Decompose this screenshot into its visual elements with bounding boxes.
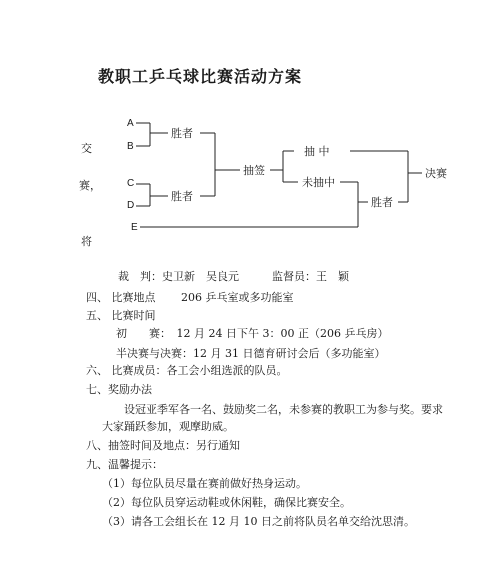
page-title: 教职工乒乓球比赛活动方案 <box>98 67 303 86</box>
seed-b: B <box>127 141 134 152</box>
tip-1: （1）每位队员尽量在赛前做好热身运动。 <box>102 477 307 490</box>
not-drawn-label: 未抽中 <box>302 176 335 189</box>
draw-box: 抽签 <box>243 164 265 177</box>
tips-heading: 九、温馨提示： <box>86 458 163 471</box>
winner-ab: 胜者 <box>171 127 193 140</box>
winner-cd: 胜者 <box>171 190 193 203</box>
draw-line: 八、抽签时间及地点：另行通知 <box>86 439 240 452</box>
seed-a: A <box>127 118 134 129</box>
tip-2: （2）每位队员穿运动鞋或休闲鞋，确保比赛安全。 <box>102 496 351 509</box>
referee-line: 裁 判：史卫新 吴良元 监督员：王 颖 <box>118 270 349 283</box>
side-char-2: 赛， <box>79 179 101 192</box>
awards-heading: 七、奖励办法 <box>86 383 152 396</box>
tip-3: （3）请各工会组长在 12 月 10 日之前将队员名单交给沈思清。 <box>102 515 415 528</box>
seed-e: E <box>131 222 138 233</box>
awards-text-1: 设冠亚季军各一名、鼓励奖二名，未参赛的教职工为参与奖。要求 <box>124 403 443 416</box>
side-char-3: 将 <box>81 235 92 248</box>
seed-c: C <box>127 178 135 189</box>
time-first: 初 赛： 12 月 24 日下午 3：00 正（206 乒乓房） <box>116 327 389 340</box>
venue-line: 四、 比赛地点 206 乒乓室或多功能室 <box>86 291 294 304</box>
awards-text-2: 大家踊跃参加，观摩助威。 <box>102 420 234 433</box>
winner-final-qual: 胜者 <box>371 196 393 209</box>
side-char-1: 交 <box>81 142 92 155</box>
time-final: 半决赛与决赛：12 月 31 日德育研讨会后（多功能室） <box>116 347 386 360</box>
time-heading: 五、 比赛时间 <box>86 309 156 322</box>
drawn-label: 抽 中 <box>304 145 330 158</box>
seed-d: D <box>127 200 135 211</box>
members-line: 六、 比赛成员：各工会小组选派的队员。 <box>86 364 288 377</box>
final-label: 决赛 <box>425 167 447 180</box>
